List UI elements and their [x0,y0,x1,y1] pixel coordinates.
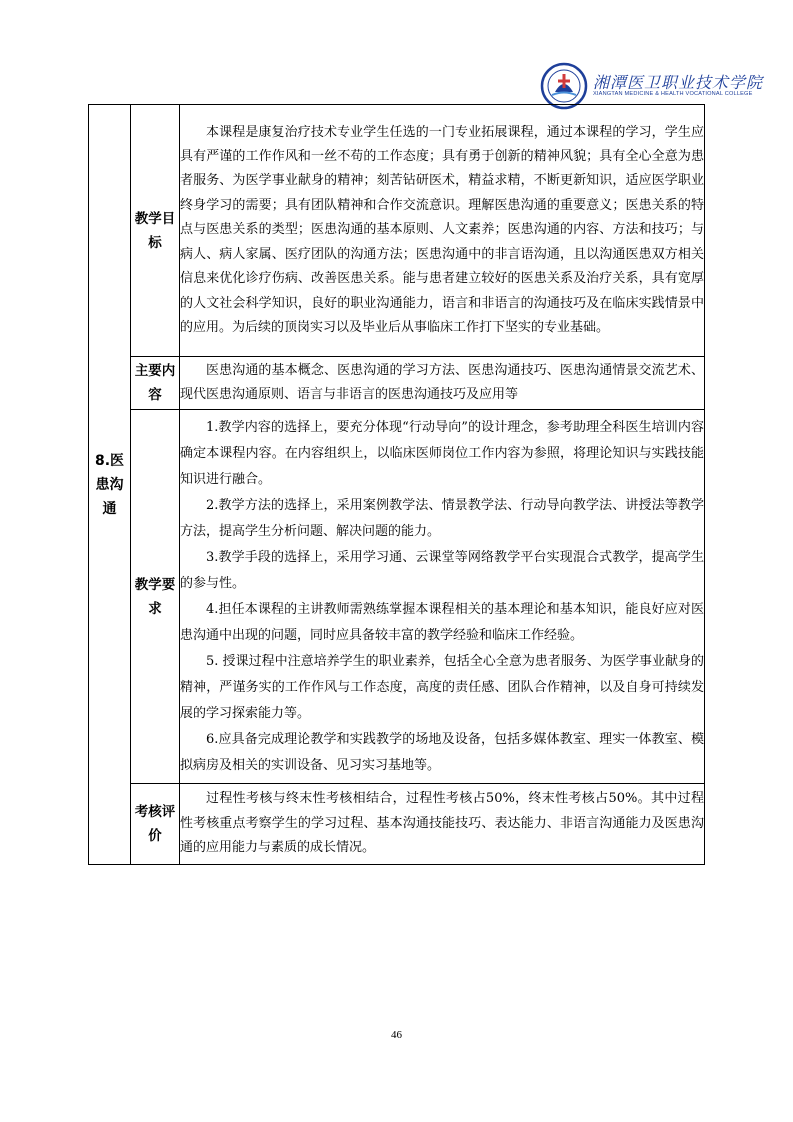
content-text: 医患沟通的基本概念、医患沟通的学习方法、医患沟通技巧、医患沟通情景交流艺术、现代医患沟通原则、语言与非语言的医患沟通技巧及应用等 [180,362,704,402]
content-content-cell [180,357,705,410]
table-row [89,410,705,784]
assessment-text: 过程性考核与终末性考核相结合，过程性考核占50%，终末性考核占50%。其中过程性考核重点考察学生的学习过程、基本沟通技能技巧、表达能力、非语言沟通能力及医患沟通的应用能力与素质的成长情况。 [180,791,704,856]
table-row [89,357,705,410]
college-name-en: XIANGTAN MEDICINE & HEALTH VOCATIONAL COLLEGE [593,91,753,97]
requirement-item: 5. 授课过程中注意培养学生的职业素养，包括全心全意为患者服务、为医学事业献身的精神，严谨务实的工作作风与工作态度，高度的责任感、团队合作精神，以及自身可持续发展的学习探索能力等。 [180,654,704,721]
requirement-item: 3.教学手段的选择上，采用学习通、云课堂等网络教学平台实现混合式教学，提高学生的参与性。 [180,550,704,591]
course-name: 8.医患沟通 [94,452,125,517]
page-number: 46 [391,1029,402,1041]
requirements-content-cell [180,410,705,784]
row-label-cell [131,357,180,410]
objectives-text: 本课程是康复治疗技术专业学生任选的一门专业拓展课程，通过本课程的学习，学生应具有严谨的工作作风和一丝不苟的工作态度；具有勇于创新的精神风貌；具有全心全意为患者服务、为医学事业献身的精神；刻苦钻研医术，精益求精，不断更新知识，适应医学职业终身学习的需要；具有团队精神和合作交流意识。理解医患沟通的重要意义；医患关系的特点与医患关系的类型；医患沟通的基本原则、人文素养；医患沟通的内容、方法和技巧；与病人、病人家属、医疗团队的沟通方法；医患沟通中的非言语沟通，且以沟通医患双方相关信息来优化诊疗伤病、改善医患关系。能与患者建立较好的医患关系及治疗关系，具有宽厚的人文社会科学知识，良好的职业沟通能力，语言和非语言的沟通技巧及在临床实践情景中的应用。为后续的顶岗实习以及毕业后从事临床工作打下坚实的专业基础。 [180,124,704,335]
table-row [89,105,705,357]
content-label: 主要内容 [134,363,176,403]
assessment-content-cell [180,784,705,865]
row-label-cell [131,105,180,357]
objectives-content-cell [180,105,705,357]
row-label-cell [131,410,180,784]
assessment-label: 考核评价 [134,804,176,844]
requirement-item: 1.教学内容的选择上，要充分体现“行动导向”的设计理念，参考助理全科医生培训内容确定本课程内容。在内容组织上，以临床医师岗位工作内容为参照，将理论知识与实践技能知识进行融合。 [180,420,704,487]
college-emblem-icon [540,62,588,110]
requirement-item: 4.担任本课程的主讲教师需熟练掌握本课程相关的基本理论和基本知识，能良好应对医患沟通中出现的问题，同时应具备较丰富的教学经验和临床工作经验。 [180,602,704,643]
table-row [89,784,705,865]
course-table [88,104,705,865]
requirements-label: 教学要求 [134,576,176,617]
objectives-label: 教学目标 [134,210,176,251]
college-name-cn: 湘潭医卫职业技术学院 [593,73,764,92]
row-label-cell [131,784,180,865]
course-name-cell [89,105,131,865]
requirement-item: 6.应具备完成理论教学和实践教学的场地及设备，包括多媒体教室、理实一体教室、模拟病房及相关的实训设备、见习实习基地等。 [180,732,704,773]
requirement-item: 2.教学方法的选择上，采用案例教学法、情景教学法、行动导向教学法、讲授法等教学方法，提高学生分析问题、解决问题的能力。 [180,498,704,539]
